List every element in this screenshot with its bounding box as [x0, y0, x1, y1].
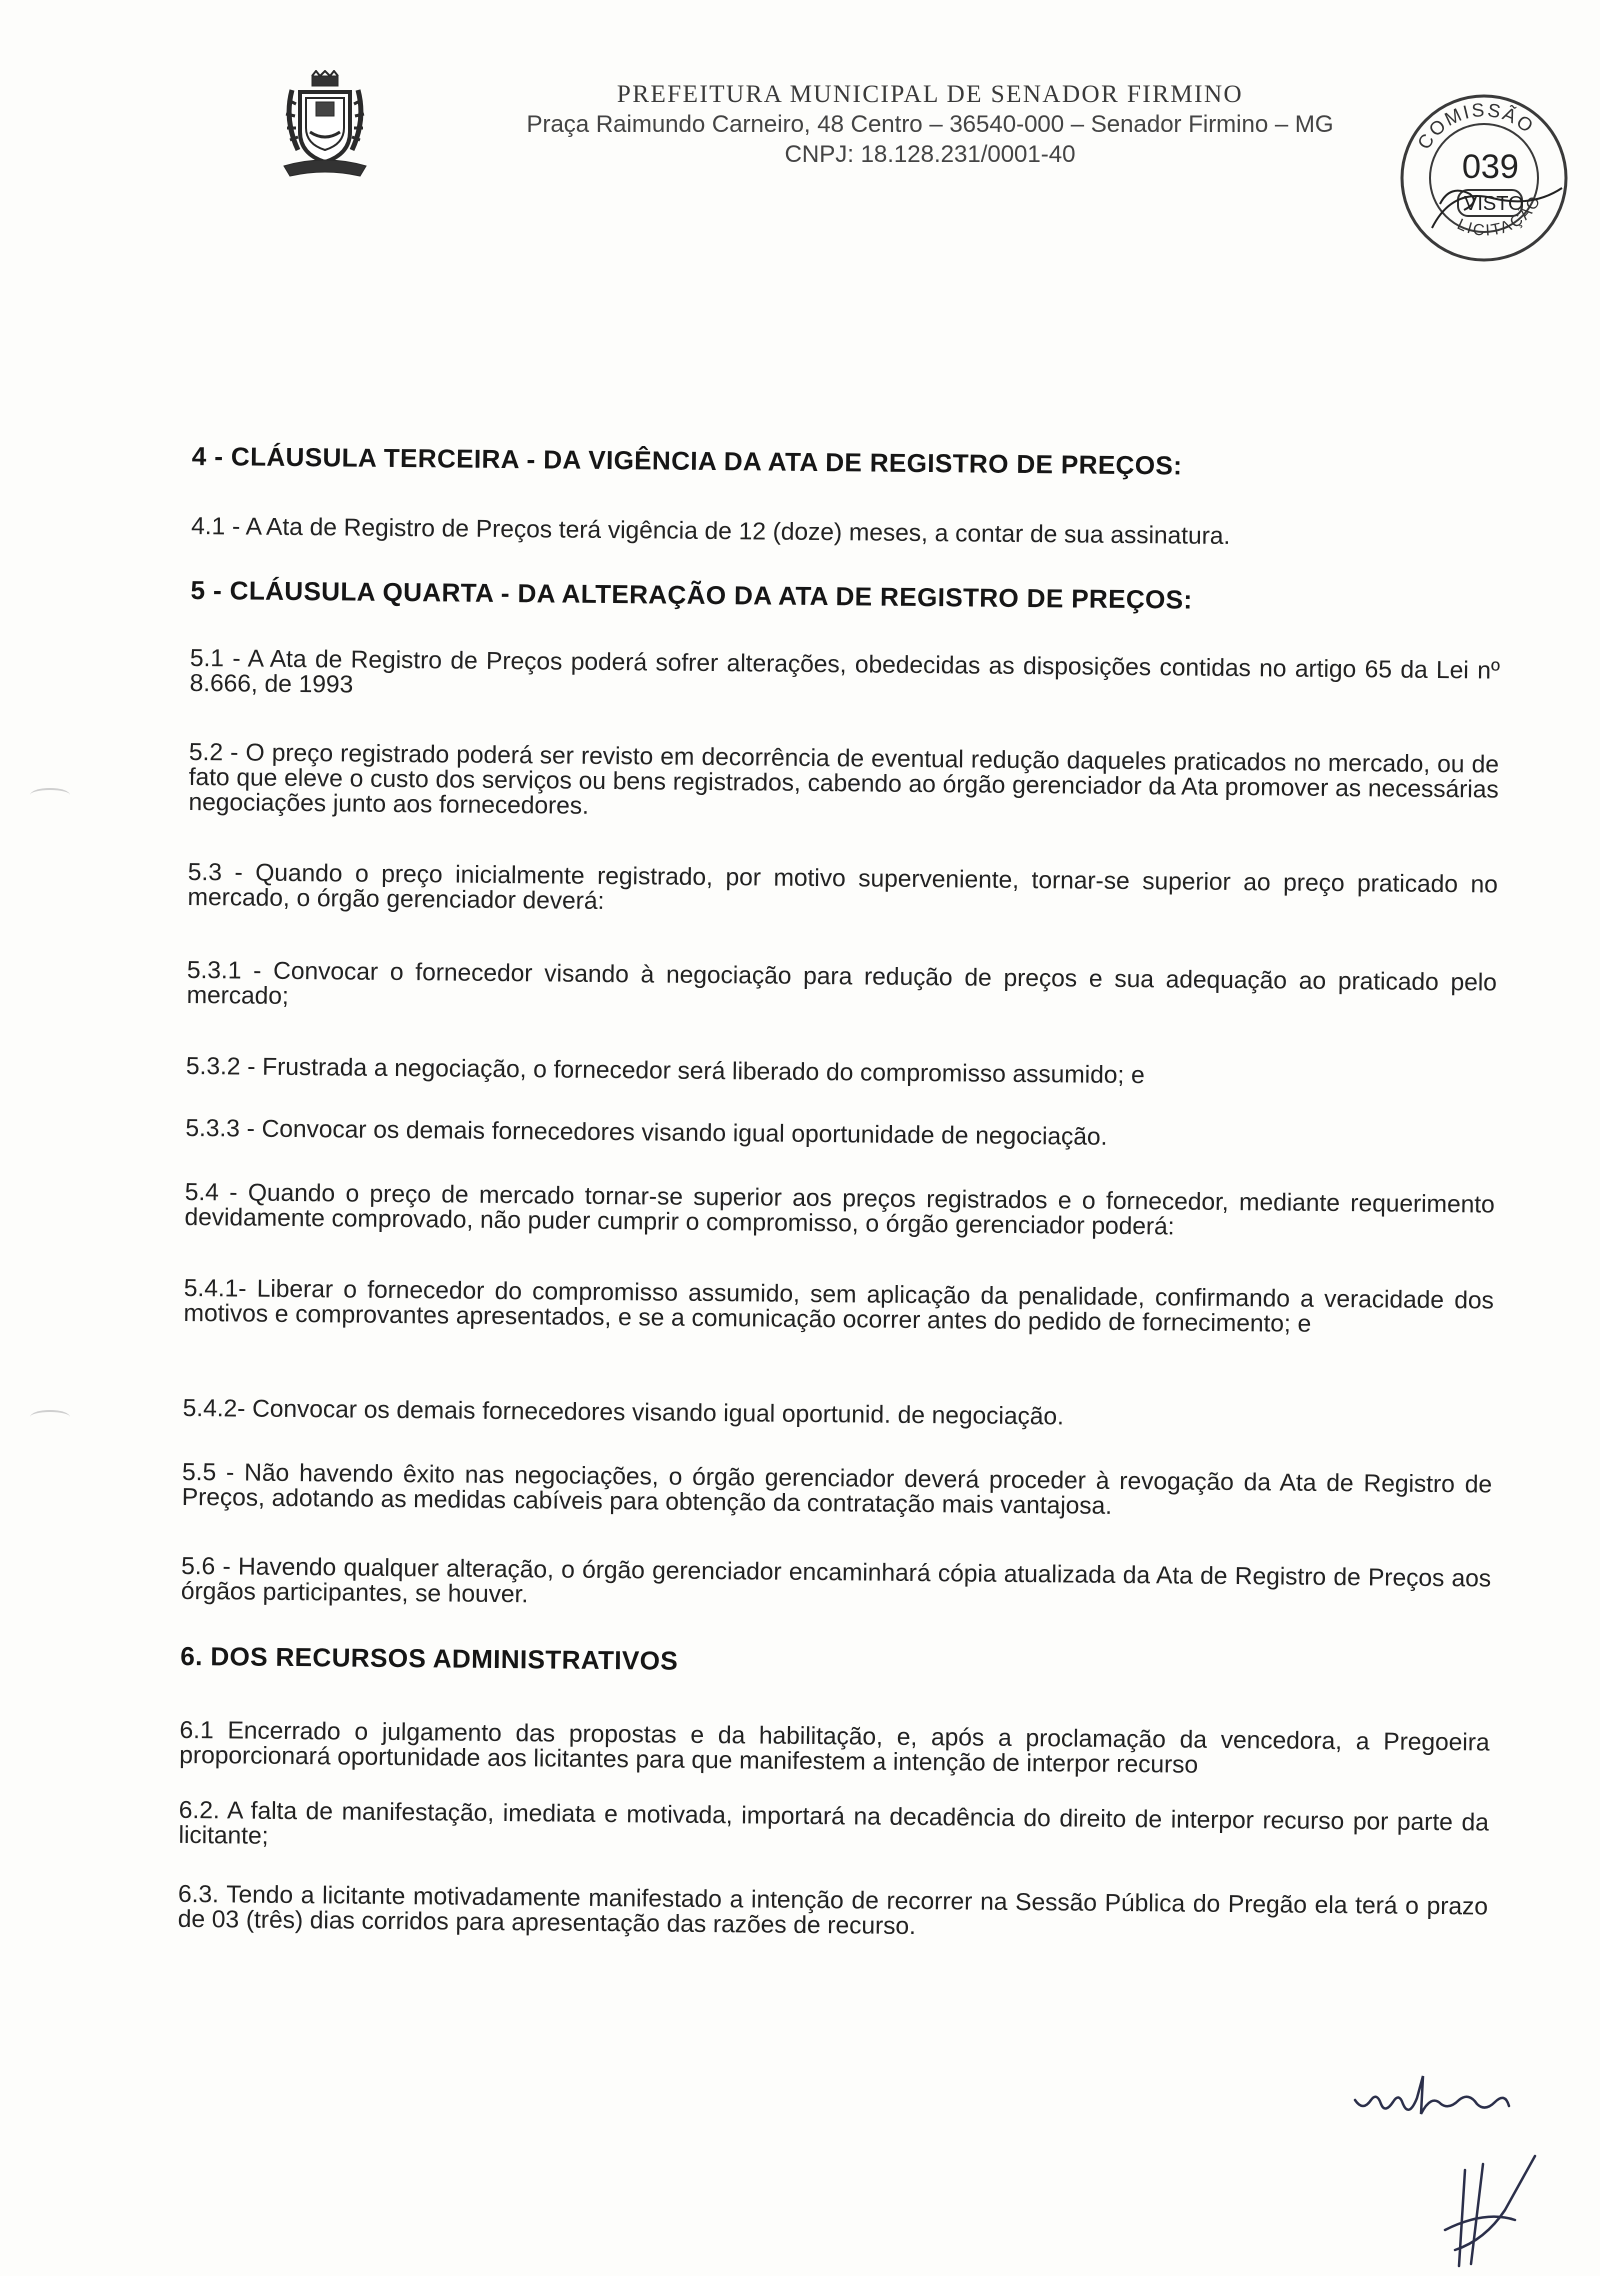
- section-heading-4: 4 - CLÁUSULA TERCEIRA - DA VIGÊNCIA DA ATA DE REGISTRO DE PREÇOS:: [191, 440, 1183, 481]
- stamp-bottom-text: LICITAÇÃO: [1454, 192, 1545, 240]
- clause-5-1: 5.1 - A Ata de Registro de Preços poderá sofrer alterações, obedecidas as disposições contidas no artigo 65 da Lei nº 8.666, de 1993: [189, 644, 1500, 699]
- document-body: [177, 440, 1512, 1941]
- clause-5-3-3: 5.3.3 - Convocar os demais fornecedores visando igual oportunidade de negociação.: [185, 1114, 1108, 1151]
- clause-5-2: 5.2 - O preço registrado poderá ser revisto em decorrência de eventual redução daqueles praticados no mercado, ou de fato que eleve o custo dos serviços ou bens registrados, cabendo ao órgão gerenciador da Ata promover as necessárias negociações junto aos fornecedores.: [188, 738, 1500, 820]
- clause-6-3: 6.3. Tendo a licitante motivadamente manifestado a intenção de recorrer na Sessão Pública do Pregão ela terá o prazo de 03 (três) dias corridos para apresentação das razões de recurso.: [177, 1880, 1489, 1941]
- org-name: PREFEITURA MUNICIPAL DE SENADOR FIRMINO: [616, 81, 1244, 108]
- clause-5-4-1: 5.4.1- Liberar o fornecedor do compromisso assumido, sem aplicação da penalidade, confirmando a veracidade dos motivos e comprovantes apresentados, e se a comunicação ocorrer antes do pedido de fornecimento; e: [183, 1274, 1494, 1338]
- clause-6-2: 6.2. A falta de manifestação, imediata e motivada, importará na decadência do direito de interpor recurso por parte da licitante;: [178, 1796, 1489, 1850]
- margin-mark: [30, 1410, 70, 1424]
- commission-stamp: [1392, 78, 1572, 268]
- stamp-number: 039: [1462, 148, 1519, 186]
- clause-5-3-1: 5.3.1 - Convocar o fornecedor visando à negociação para redução de preços e sua adequação ao praticado pelo mercado;: [186, 956, 1497, 1010]
- clause-6-1: 6.1 Encerrado o julgamento das propostas e da habilitação, e, após a proclamação da vencedora, a Pregoeira proporcionará oportunidade aos licitantes para que manifestem a intenção de interpor recurso: [179, 1716, 1490, 1779]
- stamp-top-text: COMISSÃO: [1413, 100, 1539, 154]
- org-address: Praça Raimundo Carneiro, 48 Centro – 36540-000 – Senador Firmino – MG: [526, 111, 1334, 138]
- clause-5-6: 5.6 - Havendo qualquer alteração, o órgão gerenciador encaminhará cópia atualizada da Ata de Registro de Preços aos órgãos participantes, se houver.: [180, 1552, 1492, 1609]
- municipal-crest-icon: [278, 70, 372, 182]
- section-heading-6: 6. DOS RECURSOS ADMINISTRATIVOS: [180, 1640, 679, 1676]
- clause-5-4: 5.4 - Quando o preço de mercado tornar-se superior aos preços registrados e o fornecedor, mediante requerimento devidamente comprovado, não puder cumprir o compromisso, o órgão gerenciador poderá:: [184, 1178, 1495, 1241]
- svg-text:COMISSÃO: [1414, 100, 1538, 154]
- letterhead: [430, 80, 1430, 170]
- org-cnpj: CNPJ: 18.128.231/0001-40: [784, 141, 1076, 168]
- clause-5-3: 5.3 - Quando o preço inicialmente registrado, por motivo superveniente, tornar-se superior ao preço praticado no mercado, o órgão gerenciador deverá:: [187, 858, 1498, 915]
- clause-5-4-2: 5.4.2- Convocar os demais fornecedores visando igual oportunid. de negociação.: [182, 1394, 1064, 1431]
- margin-mark: [30, 788, 70, 802]
- clause-5-3-2: 5.3.2 - Frustrada a negociação, o fornecedor será liberado do compromisso assumido; e: [185, 1052, 1145, 1090]
- clause-4-1: 4.1 - A Ata de Registro de Preços terá vigência de 12 (doze) meses, a contar de sua assinatura.: [191, 512, 1231, 550]
- section-heading-5: 5 - CLÁUSULA QUARTA - DA ALTERAÇÃO DA ATA DE REGISTRO DE PREÇOS:: [190, 574, 1193, 615]
- handwritten-initials: [1425, 2150, 1545, 2270]
- stamp-visto: VISTO: [1464, 193, 1524, 215]
- handwritten-signature: [1350, 2070, 1540, 2130]
- clause-5-5: 5.5 - Não havendo êxito nas negociações, o órgão gerenciador deverá proceder à revogação da Ata de Registro de Preços, adotando as medidas cabíveis para obtenção da contratação mais vantajosa.: [181, 1458, 1493, 1520]
